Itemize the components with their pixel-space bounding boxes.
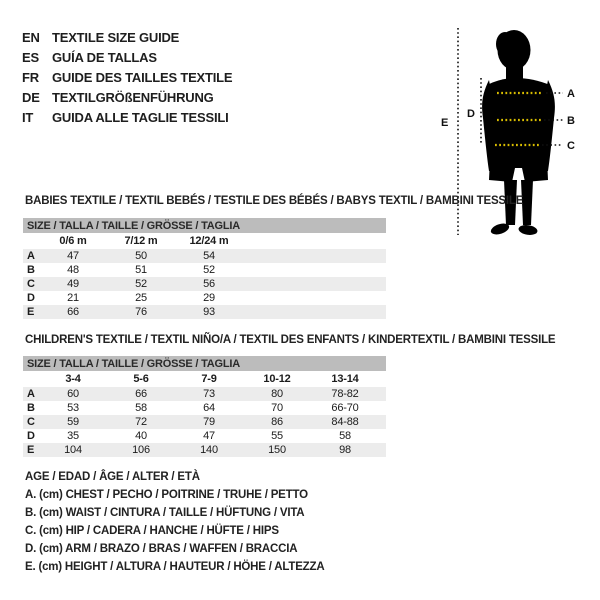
row-label: D <box>27 292 35 304</box>
row-label: C <box>27 416 35 428</box>
cell: 150 <box>268 444 286 456</box>
row-label: B <box>27 264 35 276</box>
measure-label-a: A <box>567 88 575 100</box>
cell: 53 <box>67 402 79 414</box>
cell: 80 <box>271 388 283 400</box>
babies-col-7-12m: 7/12 m <box>124 235 158 247</box>
cell: 47 <box>67 250 79 262</box>
table-row <box>23 429 386 443</box>
cell: 25 <box>135 292 147 304</box>
lang-label: TEXTILGRÖßENFÜHRUNG <box>52 89 214 105</box>
legend-chest: A. (cm) CHEST / PECHO / POITRINE / TRUHE / PETTO <box>25 489 308 501</box>
lang-row-de <box>22 87 232 107</box>
legend-hip: C. (cm) HIP / CADERA / HANCHE / HÜFTE / HIPS <box>25 525 279 537</box>
children-section-title: CHILDREN'S TEXTILE / TEXTIL NIÑO/A / TEXTIL DES ENFANTS / KINDERTEXTIL / BAMBINI TESSILE <box>25 334 556 346</box>
babies-col-0-6m: 0/6 m <box>59 235 87 247</box>
cell: 64 <box>203 402 215 414</box>
children-size-table <box>23 356 386 457</box>
lang-code: DE <box>22 89 40 105</box>
cell: 54 <box>203 250 215 262</box>
cell: 21 <box>67 292 79 304</box>
row-label: B <box>27 402 35 414</box>
lang-row-en <box>22 27 232 47</box>
lang-row-it <box>22 107 232 127</box>
legend-height: E. (cm) HEIGHT / ALTURA / HAUTEUR / HÖHE / ALTEZZA <box>25 561 325 573</box>
babies-size-header-bar: SIZE / TALLA / TAILLE / GRÖSSE / TAGLIA <box>23 218 386 233</box>
children-col-3-4: 3-4 <box>65 373 81 385</box>
cell: 72 <box>135 416 147 428</box>
cell: 40 <box>135 430 147 442</box>
children-column-header-row <box>23 371 386 387</box>
babies-section-title: BABIES TEXTILE / TEXTIL BEBÉS / TESTILE DES BÉBÉS / BABYS TEXTIL / BAMBINI TESSILE <box>25 195 524 207</box>
table-row <box>23 305 386 319</box>
cell: 84-88 <box>331 416 359 428</box>
children-col-5-6: 5-6 <box>133 373 149 385</box>
cell: 66 <box>67 306 79 318</box>
lang-code: IT <box>22 109 34 125</box>
cell: 104 <box>64 444 82 456</box>
row-label: E <box>27 306 35 318</box>
measure-label-e: E <box>441 117 449 129</box>
cell: 48 <box>67 264 79 276</box>
lang-code: ES <box>22 49 39 65</box>
cell: 140 <box>200 444 218 456</box>
measure-label-d: D <box>467 108 475 120</box>
cell: 52 <box>135 278 147 290</box>
babies-col-12-24m: 12/24 m <box>189 235 229 247</box>
table-row <box>23 277 386 291</box>
lang-label: GUIDE DES TAILLES TEXTILE <box>52 69 233 85</box>
cell: 51 <box>135 264 147 276</box>
measure-label-b: B <box>567 115 575 127</box>
cell: 50 <box>135 250 147 262</box>
cell: 73 <box>203 388 215 400</box>
child-measurement-diagram <box>437 22 599 240</box>
table-row <box>23 387 386 401</box>
cell: 66-70 <box>331 402 359 414</box>
cell: 56 <box>203 278 215 290</box>
cell: 35 <box>67 430 79 442</box>
cell: 106 <box>132 444 150 456</box>
measure-label-c: C <box>567 140 575 152</box>
lang-label: GUIDA ALLE TAGLIE TESSILI <box>52 109 229 125</box>
cell: 76 <box>135 306 147 318</box>
cell: 49 <box>67 278 79 290</box>
babies-column-header-row <box>23 233 386 249</box>
cell: 79 <box>203 416 215 428</box>
legend-arm: D. (cm) ARM / BRAZO / BRAS / WAFFEN / BRACCIA <box>25 543 298 555</box>
lang-row-fr <box>22 67 232 87</box>
row-label: A <box>27 250 35 262</box>
cell: 58 <box>339 430 351 442</box>
children-size-header-bar: SIZE / TALLA / TAILLE / GRÖSSE / TAGLIA <box>23 356 386 371</box>
cell: 70 <box>271 402 283 414</box>
children-col-10-12: 10-12 <box>263 373 291 385</box>
lang-label: TEXTILE SIZE GUIDE <box>52 29 180 45</box>
table-row <box>23 443 386 457</box>
table-row <box>23 291 386 305</box>
table-row <box>23 401 386 415</box>
children-col-7-9: 7-9 <box>201 373 217 385</box>
lang-row-es <box>22 47 232 67</box>
cell: 59 <box>67 416 79 428</box>
measurement-legend <box>25 468 324 576</box>
babies-size-table <box>23 218 386 319</box>
row-label: D <box>27 430 35 442</box>
table-row <box>23 415 386 429</box>
lang-label: GUÍA DE TALLAS <box>52 49 157 65</box>
lang-code: FR <box>22 69 39 85</box>
legend-age: AGE / EDAD / ÂGE / ALTER / ETÀ <box>25 471 200 483</box>
cell: 52 <box>203 264 215 276</box>
table-row <box>23 263 386 277</box>
row-label: A <box>27 388 35 400</box>
cell: 78-82 <box>331 388 359 400</box>
cell: 29 <box>203 292 215 304</box>
cell: 98 <box>339 444 351 456</box>
cell: 93 <box>203 306 215 318</box>
row-label: E <box>27 444 35 456</box>
cell: 47 <box>203 430 215 442</box>
cell: 86 <box>271 416 283 428</box>
children-col-13-14: 13-14 <box>331 373 359 385</box>
cell: 66 <box>135 388 147 400</box>
legend-waist: B. (cm) WAIST / CINTURA / TAILLE / HÜFTUNG / VITA <box>25 507 305 519</box>
row-label: C <box>27 278 35 290</box>
table-row <box>23 249 386 263</box>
language-header <box>22 27 232 127</box>
cell: 55 <box>271 430 283 442</box>
child-silhouette-icon <box>437 22 599 240</box>
lang-code: EN <box>22 29 40 45</box>
cell: 58 <box>135 402 147 414</box>
cell: 60 <box>67 388 79 400</box>
